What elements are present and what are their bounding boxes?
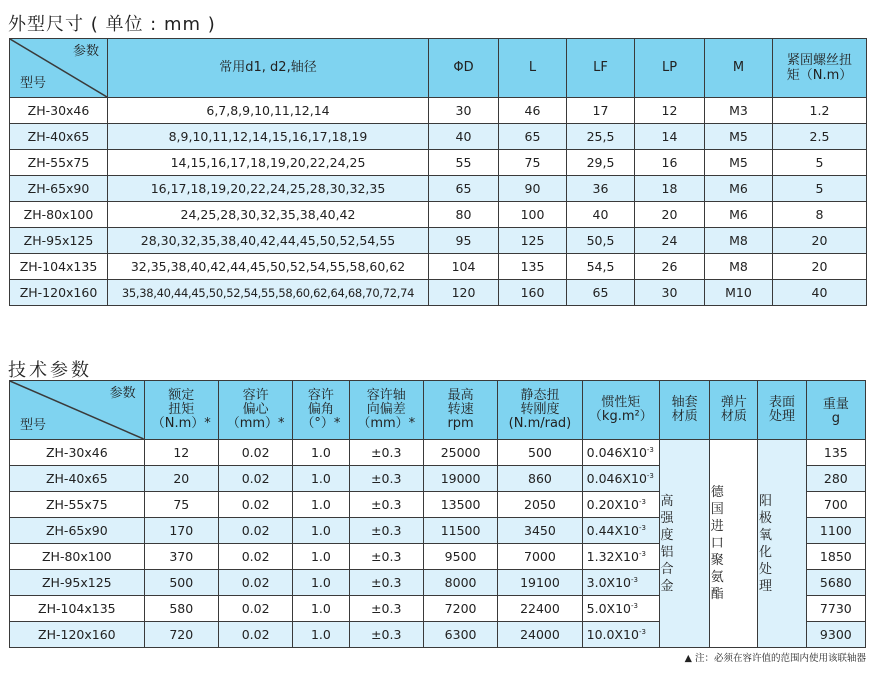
header-m: M [705, 39, 773, 98]
value-cell: M10 [705, 280, 773, 306]
value-cell: 125 [499, 228, 567, 254]
inertia-value: 0.44X10 [586, 523, 639, 538]
inertia-cell [582, 466, 659, 492]
inertia-cell [582, 596, 659, 622]
weight-cell: 5680 [806, 570, 865, 596]
value-cell: 40 [773, 280, 867, 306]
header-line: 最高 [447, 388, 474, 403]
inertia-value: 0.20X10 [586, 497, 639, 512]
model-cell: ZH-104x135 [10, 596, 145, 622]
value-cell: 104 [429, 254, 499, 280]
model-cell: ZH-120x160 [10, 280, 108, 306]
table-row [10, 124, 867, 150]
dimensions-table [9, 38, 867, 306]
surface-treatment-text: 阳极氧化处理 [758, 493, 772, 594]
value-cell: 50,5 [567, 228, 635, 254]
header-line: 重量 [822, 397, 849, 412]
value-cell: 95 [429, 228, 499, 254]
value-cell: 65 [499, 124, 567, 150]
stiff-cell: 500 [498, 440, 582, 466]
inertia-value: 3.0X10 [586, 575, 631, 590]
value-cell: 80 [429, 202, 499, 228]
axial-cell: ±0.3 [349, 622, 423, 648]
header-tech-10 [806, 381, 865, 440]
value-cell: 24 [635, 228, 705, 254]
header-line: 偏心 [242, 402, 269, 417]
header-tech-5 [498, 381, 582, 440]
ecc-cell: 0.02 [218, 570, 292, 596]
model-cell: ZH-104x135 [10, 254, 108, 280]
value-cell: M6 [705, 202, 773, 228]
table-row [10, 150, 867, 176]
ecc-cell: 0.02 [218, 622, 292, 648]
shaft-diameters-cell: 28,30,32,35,38,40,42,44,45,50,52,54,55 [108, 228, 429, 254]
header-lp: LP [635, 39, 705, 98]
header-line: 材质 [720, 409, 747, 424]
header-line: 偏角 [307, 402, 334, 417]
axial-cell: ±0.3 [349, 570, 423, 596]
header-line: 静态扭 [520, 388, 560, 403]
tech-params-title: 技术参数 [8, 360, 92, 381]
angle-cell: 1.0 [293, 544, 349, 570]
corner-model-label: 型号 [20, 76, 47, 91]
header-line: （°）* [301, 416, 341, 431]
header-line: 弹片 [720, 395, 747, 410]
model-cell: ZH-80x100 [10, 544, 145, 570]
stiff-cell: 2050 [498, 492, 582, 518]
table-row [10, 98, 867, 124]
stiff-cell: 3450 [498, 518, 582, 544]
value-cell: 135 [499, 254, 567, 280]
inertia-value: 5.0X10 [586, 601, 631, 616]
value-cell: 14 [635, 124, 705, 150]
value-cell: M5 [705, 124, 773, 150]
header-line: rpm [447, 416, 474, 431]
value-cell: 40 [429, 124, 499, 150]
value-cell: 12 [635, 98, 705, 124]
axial-cell: ±0.3 [349, 466, 423, 492]
header-tech-1 [218, 381, 292, 440]
inertia-exponent: -3 [631, 602, 638, 610]
torque-cell: 75 [144, 492, 218, 518]
model-cell: ZH-40x65 [10, 124, 108, 150]
table-row [10, 228, 867, 254]
model-cell: ZH-95x125 [10, 228, 108, 254]
torque-cell: 20 [144, 466, 218, 492]
value-cell: M3 [705, 98, 773, 124]
value-cell: 65 [429, 176, 499, 202]
model-cell: ZH-80x100 [10, 202, 108, 228]
header-tech-8 [710, 381, 758, 440]
axial-cell: ±0.3 [349, 518, 423, 544]
shaft-diameters-cell: 14,15,16,17,18,19,20,22,24,25 [108, 150, 429, 176]
surface-treatment-cell [758, 440, 806, 648]
value-cell: 40 [567, 202, 635, 228]
header-tech-0 [144, 381, 218, 440]
inertia-value: 1.32X10 [586, 549, 639, 564]
value-cell: M8 [705, 228, 773, 254]
rpm-cell: 8000 [423, 570, 497, 596]
inertia-cell [582, 622, 659, 648]
inertia-value: 0.046X10 [586, 471, 647, 486]
inertia-exponent: -3 [638, 550, 646, 558]
value-cell: M5 [705, 150, 773, 176]
header-line: （N.m）* [151, 416, 211, 431]
value-cell: 17 [567, 98, 635, 124]
inertia-value: 0.046X10 [586, 445, 647, 460]
torque-cell: 500 [144, 570, 218, 596]
rpm-cell: 19000 [423, 466, 497, 492]
value-cell: 5 [773, 150, 867, 176]
table-row [10, 202, 867, 228]
corner-header [10, 39, 108, 98]
rpm-cell: 11500 [423, 518, 497, 544]
weight-cell: 1850 [806, 544, 865, 570]
value-cell: 30 [429, 98, 499, 124]
value-cell: 90 [499, 176, 567, 202]
header-tech-7 [660, 381, 710, 440]
header-line: 表面 [769, 395, 796, 410]
header-line: 处理 [769, 409, 796, 424]
torque-cell: 370 [144, 544, 218, 570]
angle-cell: 1.0 [293, 466, 349, 492]
model-cell: ZH-55x75 [10, 150, 108, 176]
model-cell: ZH-40x65 [10, 466, 145, 492]
ecc-cell: 0.02 [218, 466, 292, 492]
header-line: (N.m/rad) [508, 416, 572, 431]
header-line: 惯性矩 [601, 395, 641, 410]
corner-header-2 [10, 381, 145, 440]
inertia-exponent: -3 [638, 498, 646, 506]
model-cell: ZH-30x46 [10, 98, 108, 124]
value-cell: 100 [499, 202, 567, 228]
value-cell: 20 [773, 254, 867, 280]
axial-cell: ±0.3 [349, 440, 423, 466]
shaft-diameters-cell: 8,9,10,11,12,14,15,16,17,18,19 [108, 124, 429, 150]
inertia-cell [582, 570, 659, 596]
torque-cell: 170 [144, 518, 218, 544]
header-tech-9 [758, 381, 806, 440]
header-line: 向偏差 [366, 402, 406, 417]
stiff-cell: 19100 [498, 570, 582, 596]
angle-cell: 1.0 [293, 492, 349, 518]
axial-cell: ±0.3 [349, 596, 423, 622]
ecc-cell: 0.02 [218, 596, 292, 622]
usage-note: ▲ 注：必须在容许值的范围内使用该联轴器 [684, 653, 866, 664]
torque-cell: 580 [144, 596, 218, 622]
axial-cell: ±0.3 [349, 492, 423, 518]
value-cell: 54,5 [567, 254, 635, 280]
header-line: （mm）* [357, 416, 416, 431]
dimensions-title: 外型尺寸 ( 单位 : mm ) [8, 14, 216, 35]
table-row [10, 280, 867, 306]
header-lf: LF [567, 39, 635, 98]
value-cell: 8 [773, 202, 867, 228]
value-cell: 25,5 [567, 124, 635, 150]
model-cell: ZH-55x75 [10, 492, 145, 518]
angle-cell: 1.0 [293, 570, 349, 596]
header-line: 转刚度 [520, 402, 560, 417]
model-cell: ZH-30x46 [10, 440, 145, 466]
inertia-exponent: -3 [638, 628, 646, 636]
header-screw-torque: 紧固螺丝扭矩（N.m） [773, 39, 867, 98]
rpm-cell: 6300 [423, 622, 497, 648]
ecc-cell: 0.02 [218, 440, 292, 466]
axial-cell: ±0.3 [349, 544, 423, 570]
spring-material-cell [710, 440, 758, 648]
weight-cell: 7730 [806, 596, 865, 622]
inertia-exponent: -3 [638, 524, 646, 532]
angle-cell: 1.0 [293, 440, 349, 466]
inertia-cell [582, 440, 659, 466]
header-tech-3 [349, 381, 423, 440]
value-cell: M8 [705, 254, 773, 280]
shaft-diameters-cell: 16,17,18,19,20,22,24,25,28,30,32,35 [108, 176, 429, 202]
value-cell: 16 [635, 150, 705, 176]
rpm-cell: 13500 [423, 492, 497, 518]
value-cell: 36 [567, 176, 635, 202]
inertia-value: 10.0X10 [586, 627, 639, 642]
value-cell: 2.5 [773, 124, 867, 150]
angle-cell: 1.0 [293, 596, 349, 622]
value-cell: 18 [635, 176, 705, 202]
weight-cell: 700 [806, 492, 865, 518]
ecc-cell: 0.02 [218, 518, 292, 544]
header-tech-6 [582, 381, 659, 440]
header-line: 容许 [242, 388, 269, 403]
header-tech-4 [423, 381, 497, 440]
rpm-cell: 7200 [423, 596, 497, 622]
tech-params-table [9, 380, 866, 648]
weight-cell: 280 [806, 466, 865, 492]
sleeve-material-text: 高强度铝合金 [660, 493, 674, 594]
stiff-cell: 24000 [498, 622, 582, 648]
weight-cell: 9300 [806, 622, 865, 648]
value-cell: 20 [635, 202, 705, 228]
header-line: （kg.m²） [588, 409, 653, 424]
corner-param-label: 参数 [72, 44, 99, 59]
shaft-diameters-cell: 32,35,38,40,42,44,45,50,52,54,55,58,60,62 [108, 254, 429, 280]
ecc-cell: 0.02 [218, 492, 292, 518]
shaft-diameters-cell: 6,7,8,9,10,11,12,14 [108, 98, 429, 124]
ecc-cell: 0.02 [218, 544, 292, 570]
value-cell: 55 [429, 150, 499, 176]
model-cell: ZH-65x90 [10, 176, 108, 202]
value-cell: 20 [773, 228, 867, 254]
value-cell: 46 [499, 98, 567, 124]
rpm-cell: 25000 [423, 440, 497, 466]
torque-cell: 12 [144, 440, 218, 466]
value-cell: 26 [635, 254, 705, 280]
stiff-cell: 7000 [498, 544, 582, 570]
table-row [10, 176, 867, 202]
inertia-exponent: -3 [631, 576, 638, 584]
header-line: g [831, 411, 840, 426]
rpm-cell: 9500 [423, 544, 497, 570]
value-cell: 29,5 [567, 150, 635, 176]
header-line: （mm）* [226, 416, 285, 431]
header-line: 容许 [307, 388, 334, 403]
value-cell: 120 [429, 280, 499, 306]
header-line: 材质 [671, 409, 698, 424]
model-cell: ZH-65x90 [10, 518, 145, 544]
value-cell: 30 [635, 280, 705, 306]
value-cell: 1.2 [773, 98, 867, 124]
header-shaft: 常用d1, d2,轴径 [108, 39, 429, 98]
value-cell: 75 [499, 150, 567, 176]
spring-material-text: 德国进口聚氨酯 [710, 485, 724, 602]
table-row [10, 254, 867, 280]
header-line: 转速 [447, 402, 474, 417]
shaft-diameters-cell: 35,38,40,44,45,50,52,54,55,58,60,62,64,68,70,72,74 [108, 280, 429, 306]
model-cell: ZH-95x125 [10, 570, 145, 596]
angle-cell: 1.0 [293, 622, 349, 648]
model-cell: ZH-120x160 [10, 622, 145, 648]
header-line: 轴套 [671, 395, 698, 410]
torque-cell: 720 [144, 622, 218, 648]
header-tech-2 [293, 381, 349, 440]
shaft-diameters-cell: 24,25,28,30,32,35,38,40,42 [108, 202, 429, 228]
header-line: 容许轴 [366, 388, 406, 403]
inertia-cell [582, 544, 659, 570]
header-od: ΦD [429, 39, 499, 98]
header-l: L [499, 39, 567, 98]
inertia-cell [582, 518, 659, 544]
header-line: 扭矩 [168, 402, 195, 417]
inertia-cell [582, 492, 659, 518]
angle-cell: 1.0 [293, 518, 349, 544]
corner-param-label: 参数 [109, 386, 136, 401]
weight-cell: 135 [806, 440, 865, 466]
inertia-exponent: -3 [646, 472, 654, 480]
value-cell: 160 [499, 280, 567, 306]
header-line: 额定 [168, 388, 195, 403]
table-row [10, 440, 866, 466]
weight-cell: 1100 [806, 518, 865, 544]
stiff-cell: 22400 [498, 596, 582, 622]
corner-model-label: 型号 [20, 418, 47, 433]
inertia-exponent: -3 [646, 446, 654, 454]
value-cell: 5 [773, 176, 867, 202]
value-cell: 65 [567, 280, 635, 306]
stiff-cell: 860 [498, 466, 582, 492]
value-cell: M6 [705, 176, 773, 202]
sleeve-material-cell [660, 440, 710, 648]
